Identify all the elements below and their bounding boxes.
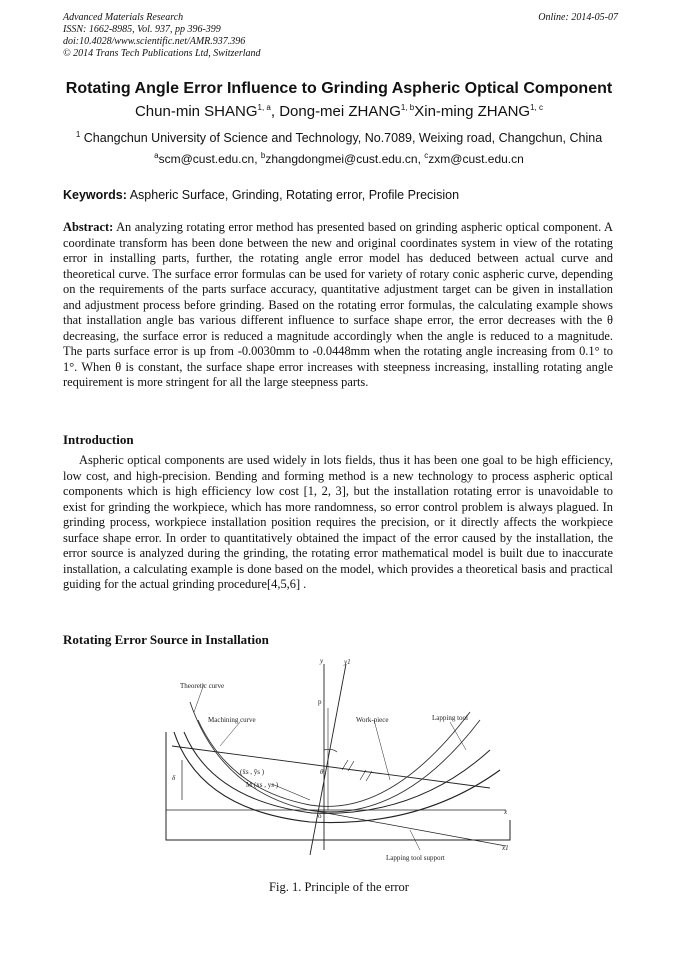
label-theta: θ bbox=[320, 768, 324, 776]
hatch-mark bbox=[366, 771, 372, 781]
figure-caption: Fig. 1. Principle of the error bbox=[269, 880, 409, 894]
email-link[interactable]: zhangdongmei@cust.edu.cn bbox=[265, 152, 418, 166]
x1-axis bbox=[310, 810, 506, 846]
author-name: Chun-min SHANG bbox=[134, 103, 258, 120]
label-point-bar: (x̄s , ȳs ) bbox=[240, 768, 265, 776]
email-link[interactable]: scm@cust.edu.cn bbox=[158, 152, 255, 166]
label-theoretic-curve: Theoretic curve bbox=[180, 682, 225, 690]
email-sup: b bbox=[260, 151, 266, 160]
theta-arc bbox=[324, 749, 337, 752]
email-sep: , bbox=[417, 152, 425, 166]
label-x: x bbox=[504, 808, 508, 816]
email-sep: , bbox=[254, 152, 261, 166]
abstract-label: Abstract: bbox=[63, 220, 114, 234]
introduction-text: Aspheric optical components are used widely in lots fields, thus it has been one goal to be high efficiency, low cost, and high-precision. Bending and forming method is a new technology to process aspheric optical components which is high efficiency low cost [1, 2, 3], but the installation rotating error is unavoidable to exist for grinding the workpiece, which has more randomness, so error control problem is always plagued. In grinding process, workpiece installation position requires the precision, or it directly affects the workpiece surface shape error. In order to quantitatively obtained the impact of the error caused by the installation, the error source is analyzed during the grinding, the rotating error mathematical model is built due to inaccurate installation, a calculating example is done based on the model, which provides a theoretical basis and practical guiding for the actual grinding procedure[4,5,6] . bbox=[63, 453, 613, 591]
author-name: Xin-ming ZHANG bbox=[414, 103, 531, 120]
keywords bbox=[63, 188, 623, 202]
label-machining-curve: Machining curve bbox=[208, 716, 256, 724]
label-y1: y1 bbox=[344, 658, 351, 666]
label-point-m: M (xs , ys ) bbox=[246, 781, 279, 789]
label-work-piece: Work-piece bbox=[356, 716, 389, 724]
doi: doi:10.4028/www.scientific.net/AMR.937.396 bbox=[63, 36, 246, 47]
tool-support-outline bbox=[166, 732, 510, 840]
email-list bbox=[0, 152, 678, 166]
label-lapping-tool: Lapping tool bbox=[432, 714, 468, 722]
journal-name: Advanced Materials Research bbox=[63, 12, 184, 23]
affiliation bbox=[0, 131, 678, 145]
section-heading-introduction: Introduction bbox=[63, 432, 134, 447]
online-date: Online: 2014-05-07 bbox=[538, 12, 618, 23]
lapping-tool-arc-outer bbox=[174, 732, 500, 823]
paper-title: Rotating Angle Error Influence to Grinding Aspheric Optical Component bbox=[65, 80, 613, 97]
work-piece-plane bbox=[172, 746, 490, 788]
label-y: y bbox=[320, 657, 324, 665]
callout-work-piece bbox=[374, 720, 390, 780]
author-list bbox=[0, 103, 678, 120]
callout-machining bbox=[220, 722, 240, 746]
affiliation-text: Changchun University of Science and Technology, No.7089, Weixing road, Changchun, China bbox=[83, 131, 603, 145]
label-o: o bbox=[318, 812, 322, 820]
label-delta: δ bbox=[172, 774, 176, 782]
email-sup: a bbox=[154, 151, 159, 160]
author-sup: 1, b bbox=[400, 103, 415, 112]
copyright: © 2014 Trans Tech Publications Ltd, Switzerland bbox=[63, 48, 261, 59]
email-link[interactable]: zxm@cust.edu.cn bbox=[428, 152, 524, 166]
label-lapping-tool-support: Lapping tool support bbox=[386, 854, 445, 862]
author-sep: , bbox=[270, 103, 280, 120]
issn: ISSN: 1662-8985, Vol. 937, pp 396-399 bbox=[63, 24, 221, 35]
section-heading-rotating-error: Rotating Error Source in Installation bbox=[63, 632, 269, 647]
keywords-label: Keywords: bbox=[63, 188, 127, 202]
abstract-text: An analyzing rotating error method has presented based on grinding aspheric optical component. A coordinate transform has been done between the new and original coordinates system in view of the rotating error in installing parts, further, the rotating angle error model has deduced between actual curve and theoretical curve. The surface error formulas can be used for variety of rotary conic aspheric curve, depending on the requirements of the parts surface accuracy, quantitative adjustment target can be given in installation and adjustment process before grinding. Based on the rotating error formulas, the calculating example shows that installation angle bas various different influence to surface shape error, the error decreases with the θ decreasing, the surface error is reduced a magnitude accordingly when the angle is reduced to a magnitude. The parts surface error is up from -0.0030mm to -0.0448mm when the rotating angle increasing from 0.1° to 1°. When θ is constant, the surface shape error increases with steepness increasing, installing rotating angle requirement is more stringent for all the large steepness parts. bbox=[63, 220, 613, 389]
label-x1: x1 bbox=[502, 844, 509, 852]
keywords-text: Aspheric Surface, Grinding, Rotating error, Profile Precision bbox=[129, 188, 460, 202]
abstract bbox=[63, 220, 613, 391]
figure-principle-of-error bbox=[160, 650, 520, 865]
author-name: Dong-mei ZHANG bbox=[279, 103, 401, 120]
journal-header bbox=[63, 12, 261, 60]
email-sup: c bbox=[424, 151, 429, 160]
author-sup: 1, a bbox=[257, 103, 271, 112]
affiliation-sup: 1 bbox=[75, 129, 81, 139]
label-p: p bbox=[318, 698, 322, 706]
author-sup: 1, c bbox=[530, 103, 544, 112]
